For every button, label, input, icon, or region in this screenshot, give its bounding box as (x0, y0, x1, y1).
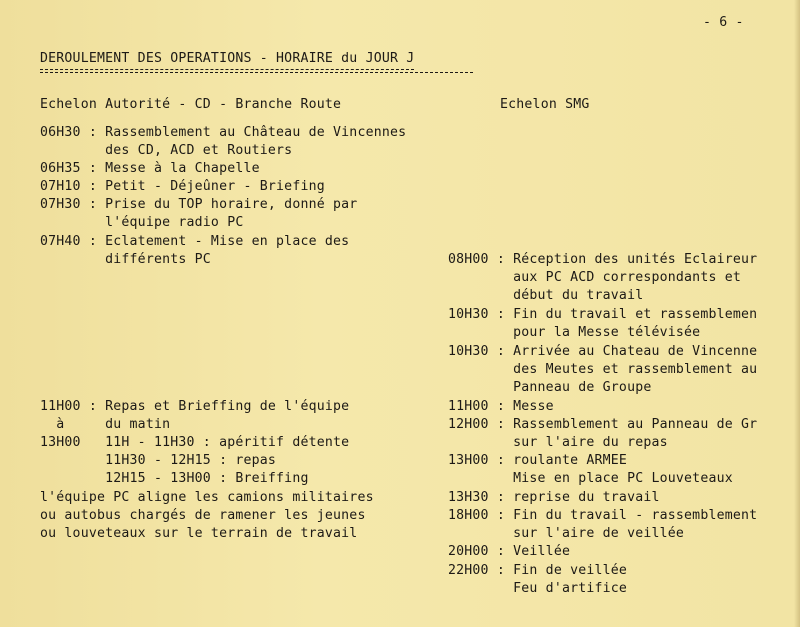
paper-edge-shadow (794, 0, 800, 627)
right-line: 11H00 : Messe (448, 399, 554, 414)
right-line: pour la Messe télévisée (448, 325, 701, 340)
right-line: Feu d'artifice (448, 581, 628, 596)
left-line: 13H00 11H - 11H30 : apéritif détente (40, 435, 350, 450)
left-line: 06H35 : Messe à la Chapelle (40, 161, 260, 176)
left-line: 11H30 - 12H15 : repas (40, 453, 277, 468)
right-line: 22H00 : Fin de veillée (448, 563, 628, 578)
left-line: ou autobus chargés de ramener les jeunes (40, 508, 366, 523)
left-line: à du matin (40, 417, 171, 432)
page-number: - 6 - (703, 15, 744, 30)
right-line: début du travail (448, 288, 644, 303)
right-line: 08H00 : Réception des unités Eclaireur (448, 252, 758, 267)
left-line: 12H15 - 13H00 : Breiffing (40, 471, 309, 486)
right-line: 20H00 : Veillée (448, 544, 571, 559)
left-line: l'équipe radio PC (40, 215, 244, 230)
title-underline (40, 72, 473, 73)
page-title: DEROULEMENT DES OPERATIONS - HORAIRE du JOUR J (40, 50, 414, 70)
right-line: 18H00 : Fin du travail - rassemblement (448, 508, 758, 523)
left-line: ou louveteaux sur le terrain de travail (40, 526, 358, 541)
left-line: différents PC (40, 252, 211, 267)
right-line: Mise en place PC Louveteaux (448, 471, 733, 486)
right-line: des Meutes et rassemblement au (448, 362, 758, 377)
right-line: 13H30 : reprise du travail (448, 490, 660, 505)
right-line: 12H00 : Rassemblement au Panneau de Gr (448, 417, 758, 432)
left-line: 07H40 : Eclatement - Mise en place des (40, 234, 350, 249)
right-line: aux PC ACD correspondants et (448, 270, 742, 285)
right-line: sur l'aire de veillée (448, 526, 685, 541)
right-line: Panneau de Groupe (448, 380, 652, 395)
left-line: 11H00 : Repas et Brieffing de l'équipe (40, 399, 350, 414)
right-column-header: Echelon SMG (500, 97, 590, 112)
left-column-header: Echelon Autorité - CD - Branche Route (40, 97, 342, 112)
left-line: 06H30 : Rassemblement au Château de Vincennes (40, 125, 407, 140)
left-line: 07H10 : Petit - Déjeûner - Briefing (40, 179, 325, 194)
left-line: des CD, ACD et Routiers (40, 143, 293, 158)
right-line: sur l'aire du repas (448, 435, 668, 450)
left-line: l'équipe PC aligne les camions militaires (40, 490, 374, 505)
right-line: 10H30 : Fin du travail et rassemblemen (448, 307, 758, 322)
left-line: 07H30 : Prise du TOP horaire, donné par (40, 197, 358, 212)
right-line: 13H00 : roulante ARMEE (448, 453, 628, 468)
right-line: 10H30 : Arrivée au Chateau de Vincenne (448, 344, 758, 359)
